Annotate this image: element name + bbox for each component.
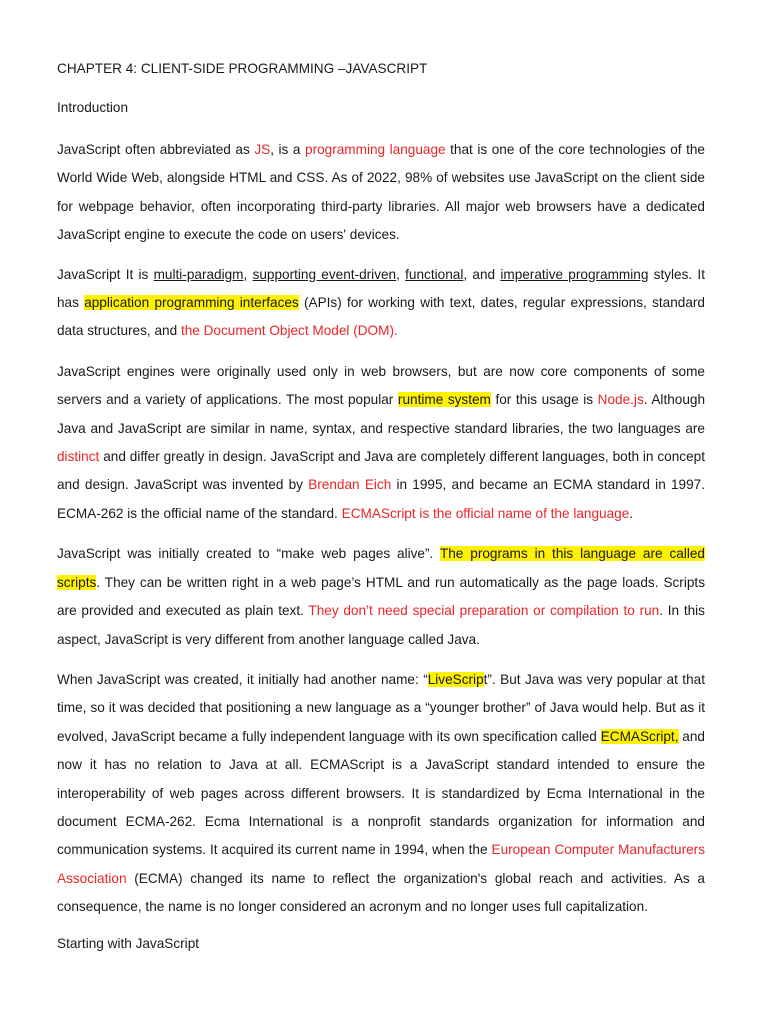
text-run: JavaScript It is xyxy=(57,266,154,282)
underlined-text: multi-paradigm xyxy=(153,266,244,282)
text-run: JavaScript often abbreviated as xyxy=(57,142,255,157)
text-run: t”. But Java was very popular at that time, so it was decided that positioning a new language as a “younger brother” of Java would help. But as it evolved, JavaScript became a fully independent language with its own specification called xyxy=(57,671,705,744)
paragraph-1 xyxy=(57,136,705,250)
underlined-text: imperative programming xyxy=(500,266,649,282)
underlined-text: supporting event-driven xyxy=(252,266,397,282)
paragraph-4 xyxy=(57,540,705,654)
emphasis-red-text: distinct xyxy=(57,449,100,465)
chapter-title: CHAPTER 4: CLIENT-SIDE PROGRAMMING –JAVASCRIPT xyxy=(57,61,428,76)
highlighted-text: application programming interfaces xyxy=(84,295,299,311)
highlighted-text: LiveScrip xyxy=(427,671,484,687)
text-run: . They can be written right in a web page’s HTML and run automatically as the page loads. Scripts are provided and executed as plain text. xyxy=(57,574,705,619)
text-run: for this usage is xyxy=(490,392,598,408)
paragraph-5 xyxy=(57,666,705,922)
emphasis-red-text: JS xyxy=(254,142,271,157)
text-run: styles. It has xyxy=(57,266,705,311)
underlined-text: functional xyxy=(405,266,464,282)
text-run: , is a xyxy=(270,142,306,157)
highlighted-text: The programs in this language are called scripts xyxy=(57,546,705,590)
text-run: , and xyxy=(463,266,501,282)
paragraph-3 xyxy=(57,358,705,528)
text-run: , xyxy=(243,266,253,282)
emphasis-red-text: European Computer Manufacturers Association xyxy=(57,842,705,886)
text-run: . xyxy=(629,505,634,521)
text-run: . Although Java and JavaScript are similar in name, syntax, and respective standard libraries, the two languages are xyxy=(57,392,706,436)
text-run: (ECMA) changed its name to reflect the organization's global reach and activities. As a consequence, the name is no longer considered an acronym and no longer uses full capitalization. xyxy=(57,870,705,915)
section-heading-introduction: Introduction xyxy=(57,100,129,115)
text-run: , xyxy=(396,266,406,282)
emphasis-red-text: They don’t need special preparation or compilation to run xyxy=(308,603,660,619)
body-text xyxy=(57,136,705,922)
text-run: (APIs) for working with text, dates, regular expressions, standard data structures, and xyxy=(57,295,705,339)
highlighted-text: runtime system xyxy=(397,392,491,408)
emphasis-red-text: Node.js xyxy=(597,392,644,408)
text-run: . In this aspect, JavaScript is very different from another language called Java. xyxy=(57,603,705,647)
text-run: that is one of the core technologies of the World Wide Web, alongside HTML and CSS. As of 2022, 98% of websites use JavaScript on the client side for webpage behavior, often incorporating third-party libraries. All major web browsers have a dedicated JavaScript engine to execute the code on users' devices. xyxy=(57,142,705,243)
text-run: and now it has no relation to Java at all. ECMAScript is a JavaScript standard intended to ensure the interoperability of web pages across different browsers. It is standardized by Ecma International in the document ECMA-262. Ecma International is a nonprofit standards organization for information and communication systems. It acquired its current name in 1994, when the xyxy=(57,728,705,858)
text-run: JavaScript was initially created to “make web pages alive”. xyxy=(57,546,440,562)
text-run: JavaScript engines were originally used only in web browsers, but are now core components of some servers and a variety of applications. The most popular xyxy=(57,363,705,408)
emphasis-red-text: ECMAScript is the official name of the language xyxy=(341,505,630,521)
section-heading-starting: Starting with JavaScript xyxy=(57,935,200,951)
text-run: When JavaScript was created, it initially had another name: “ xyxy=(57,671,428,687)
text-run: in 1995, and became an ECMA standard in 1997. ECMA-262 is the official name of the standard. xyxy=(57,477,705,521)
emphasis-red-text: Brendan Eich xyxy=(308,477,392,493)
emphasis-red-text: programming language xyxy=(305,142,446,157)
text-run: and differ greatly in design. JavaScript and Java are completely different languages, both in concept and design. JavaScript was invented by xyxy=(57,449,705,493)
emphasis-red-text: the Document Object Model (DOM). xyxy=(180,323,398,339)
highlighted-text: ECMAScript, xyxy=(600,728,679,744)
paragraph-2 xyxy=(57,261,705,346)
